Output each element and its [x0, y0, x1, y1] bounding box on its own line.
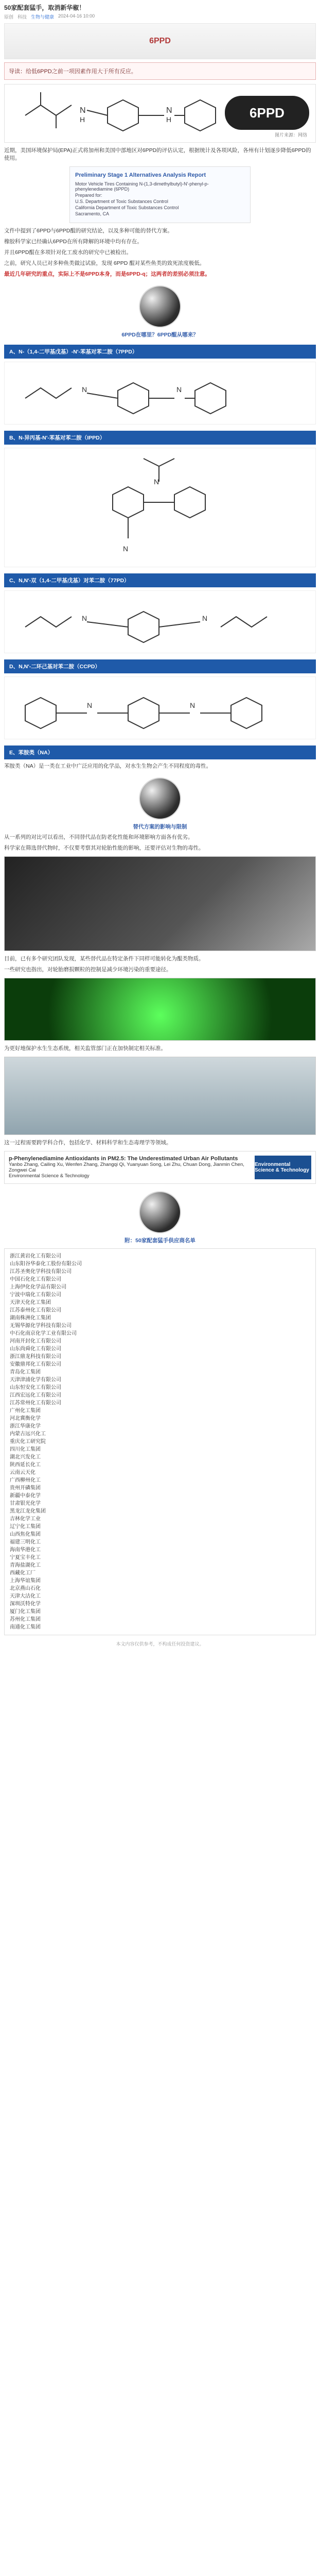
c-n2: N: [202, 614, 208, 622]
structure-d-svg: [5, 677, 316, 739]
list-item: 山西焦化集团: [10, 1532, 41, 1537]
list-item: 内蒙古远兴化工: [10, 1431, 46, 1437]
list-item: 宁波中瑞化工有限公司: [10, 1292, 61, 1298]
highlight-paragraph: 最近几年研究的重点，实际上不是6PPD本身，而是6PPD-q；这两者的差别必须注意。: [4, 271, 210, 277]
paragraph-3: 之前，研究人员已对多种鱼类做过试验，发现 6PPD 醌对某些鱼类的致死浓度极低。: [4, 260, 205, 266]
list-item: 浙江黄岩化工有限公司: [10, 1253, 61, 1259]
spikes-photo: [4, 978, 316, 1041]
list-item: 宁夏宝丰化工: [10, 1555, 41, 1561]
paragraph-mid: 从一系列的对比可以看出，不同替代品在防老化性能和环境影响方面各有优劣。: [4, 834, 193, 840]
list-item: 江西宏远化工有限公司: [10, 1393, 61, 1398]
author-link[interactable]: 生物与健康: [31, 14, 55, 20]
paper-authors: Yanbo Zhang, Cailing Xu, Wenfen Zhang, Zhangqi Qi, Yuanyuan Song, Lei Zhu, Chuan Dong, Jianmin Chen, Zongwei Cai: [9, 1162, 244, 1173]
h-label-1: H: [80, 115, 85, 124]
paragraph-2: 并且6PPD醌在多项针对化工废水的研究中已被检出。: [4, 249, 132, 256]
meta-tag-1: 科技: [17, 14, 27, 20]
c-n1: N: [82, 614, 87, 622]
list-item: 山东尚舜化工有限公司: [10, 1346, 61, 1352]
d-n2: N: [190, 701, 195, 709]
list-item: 湖北兴发化工: [10, 1454, 41, 1460]
paragraph-after-card: 文件中提到了6PPD与6PPD醌的研究结论，以及多种可能的替代方案。: [4, 228, 173, 234]
list-item: 天津天化化工集团: [10, 1300, 51, 1306]
paragraph-photo2: 一些研究也指出，对轮胎磨损颗粒的控制是减少环境污染的重要途径。: [4, 967, 172, 973]
section-a: A、N-（1,4-二甲基戊基）-N′-苯基对苯二胺（7PPD）: [4, 345, 316, 359]
list-item: 贵州开磷集团: [10, 1485, 41, 1491]
meta-date: 2024-04-16 10:00: [58, 13, 95, 19]
list-item: 广州化工集团: [10, 1408, 41, 1414]
bubble-icon-3: [139, 1191, 181, 1233]
supplier-list: [4, 1248, 316, 1635]
n-label-2: N: [166, 106, 172, 115]
mid-title: 替代方案的影响与限制: [133, 824, 187, 830]
fish-photo: [4, 1057, 316, 1135]
tire-smoke-photo: [4, 856, 316, 951]
list-item: 西藏化工厂: [10, 1570, 35, 1576]
paper-journal: Environmental Science & Technology: [9, 1173, 90, 1179]
section-c: C、N,N′-双（1,4-二甲基戊基）对苯二胺（77PD）: [4, 573, 316, 587]
meta-tag-0: 原创: [4, 14, 14, 20]
list-item: 吉林化学工业: [10, 1516, 41, 1522]
list-item: 河南开封化工有限公司: [10, 1338, 61, 1344]
list-item: 安徽鼎邦化工有限公司: [10, 1362, 61, 1367]
page-title: 50家配套猛手，取消新华椒！: [4, 4, 85, 11]
structure-c: [4, 590, 316, 653]
structure-a-svg: [5, 362, 316, 424]
paragraph-mid2: 科学家在筛选替代物时，不仅要考察其对轮胎性能的影响，还要评估对生物的毒性。: [4, 845, 204, 851]
section-e: E、苯胺类（NA）: [4, 745, 316, 759]
structure-b: [4, 448, 316, 567]
report-line-4: Sacramento, CA: [75, 211, 110, 216]
paragraph-e: 苯胺类（NA）是一类在工业中广泛应用的化学品，对水生生物会产生不同程度的毒性。: [4, 763, 212, 769]
footer-note: 本文内容仅供参考，不构成任何投资建议。: [116, 1641, 204, 1647]
paragraph-photo3: 为更好地保护水生生态系统，相关监管部门正在加快制定相关标准。: [4, 1045, 166, 1052]
report-card: [69, 166, 251, 223]
list-item: 苏州化工集团: [10, 1617, 41, 1622]
list-item: 厦门化工集团: [10, 1609, 41, 1615]
note-box: 导读：给低6PPD之前一项因素作用大于所有反应。: [4, 62, 316, 80]
a-n2: N: [176, 385, 182, 394]
list-item: 上海伊化化学品有限公司: [10, 1284, 66, 1290]
list-item: 青岛化工集团: [10, 1369, 41, 1375]
list-item: 重庆化工研究院: [10, 1439, 46, 1445]
final-title: 附：50家配套猛手供应商名单: [125, 1238, 195, 1244]
list-item: 辽宁化工集团: [10, 1524, 41, 1530]
list-item: 黑龙江龙化集团: [10, 1509, 46, 1514]
structure-d: [4, 676, 316, 739]
list-item: 海南华港化工: [10, 1547, 41, 1553]
list-item: 江苏圣奥化学科技有限公司: [10, 1269, 72, 1275]
a-n1: N: [82, 385, 87, 394]
image-caption: 图片来源：网络: [274, 132, 307, 138]
structure-a: [4, 362, 316, 425]
list-item: 天津津浦化学有限公司: [10, 1377, 61, 1383]
list-item: 四川化工集团: [10, 1447, 41, 1452]
paragraph-1: 橡胶科学家已经确认6PPD在所有降解的环境中均有存在。: [4, 239, 143, 245]
banner-logo: 6PPD: [149, 37, 171, 45]
report-line-3: California Department of Toxic Substances Control: [75, 205, 179, 210]
list-item: 山东恒安化工有限公司: [10, 1385, 61, 1391]
d-n1: N: [87, 701, 93, 709]
report-title: Preliminary Stage 1 Alternatives Analysis Report: [75, 172, 206, 178]
paper-card[interactable]: [4, 1151, 316, 1184]
structure-c-svg: [5, 591, 316, 653]
intro-title: 6PPD在哪里？6PPD醌从哪来？: [121, 332, 199, 338]
list-item: 江苏常州化工有限公司: [10, 1400, 61, 1406]
journal-badge: Environmental Science & Technology: [255, 1156, 311, 1179]
list-item: 湖南株洲化工集团: [10, 1315, 51, 1321]
paper-title: p-Phenylenediamine Antioxidants in PM2.5: The Underestimated Urban Air Pollutants: [9, 1156, 238, 1162]
list-item: 深圳沃特化学: [10, 1601, 41, 1607]
paragraph-extra: 这一过程需要跨学科合作，包括化学、材料科学和生态毒理学等领域。: [4, 1140, 172, 1146]
report-line-0: Motor Vehicle Tires Containing N-(1,3-dimethylbutyl)-N′-phenyl-p-phenylenediamine (6PPD): [75, 181, 209, 192]
list-item: 上海华谊集团: [10, 1578, 41, 1584]
list-item: 中国石化化工有限公司: [10, 1277, 61, 1282]
top-banner: [4, 23, 316, 59]
list-item: 浙江华康化学: [10, 1423, 41, 1429]
molecule-image: [4, 84, 316, 143]
list-item: 河北冀衡化学: [10, 1416, 41, 1421]
sixppd-label: 6PPD: [225, 96, 309, 130]
h-label-2: H: [166, 115, 172, 124]
bubble-icon-2: [139, 777, 181, 820]
list-item: 天津大沽化工: [10, 1594, 41, 1599]
section-b: B、N-异丙基-N′-苯基对苯二胺（IPPD）: [4, 431, 316, 445]
list-item: 福建三明化工: [10, 1539, 41, 1545]
paragraph-0: 近期，美国环境保护局(EPA)正式将加州和美国中部地区对6PPD的评估认定，根据统计及各项风险，各州有计划逐步降低6PPD的使用。: [4, 147, 311, 161]
report-line-1: Prepared for:: [75, 193, 102, 198]
paragraph-photo: 目前，已有多个研究团队发现，某些替代品在特定条件下同样可能转化为醌类物质。: [4, 956, 204, 962]
list-item: 新疆中泰化学: [10, 1493, 41, 1499]
section-d: D、N,N′-二环己基对苯二胺（CCPD）: [4, 659, 316, 673]
list-item: 陕西延长化工: [10, 1462, 41, 1468]
list-item: 中石化南京化学工业有限公司: [10, 1331, 77, 1336]
report-line-2: U.S. Department of Toxic Substances Control: [75, 199, 168, 204]
b-n2: N: [123, 545, 129, 553]
list-item: 广西柳州化工: [10, 1478, 41, 1483]
list-item: 青海盐湖化工: [10, 1563, 41, 1568]
article-meta: [4, 13, 316, 20]
list-item: 浙江鼎龙科技有限公司: [10, 1354, 61, 1360]
paper-left: [9, 1156, 251, 1179]
list-item: 山东阳谷华泰化工股份有限公司: [10, 1261, 82, 1267]
structure-b-svg: [5, 448, 316, 567]
list-item: 南通化工集团: [10, 1624, 41, 1630]
list-item: 北京燕山石化: [10, 1586, 41, 1591]
list-item: 江苏泰州化工有限公司: [10, 1308, 61, 1313]
list-item: 云南云天化: [10, 1470, 35, 1476]
list-item: 甘肃银光化学: [10, 1501, 41, 1506]
list-item: 无锡华源化学科技有限公司: [10, 1323, 72, 1329]
n-label-1: N: [80, 106, 86, 115]
b-n1: N: [154, 478, 159, 486]
tire-bubble-icon: [139, 285, 181, 328]
